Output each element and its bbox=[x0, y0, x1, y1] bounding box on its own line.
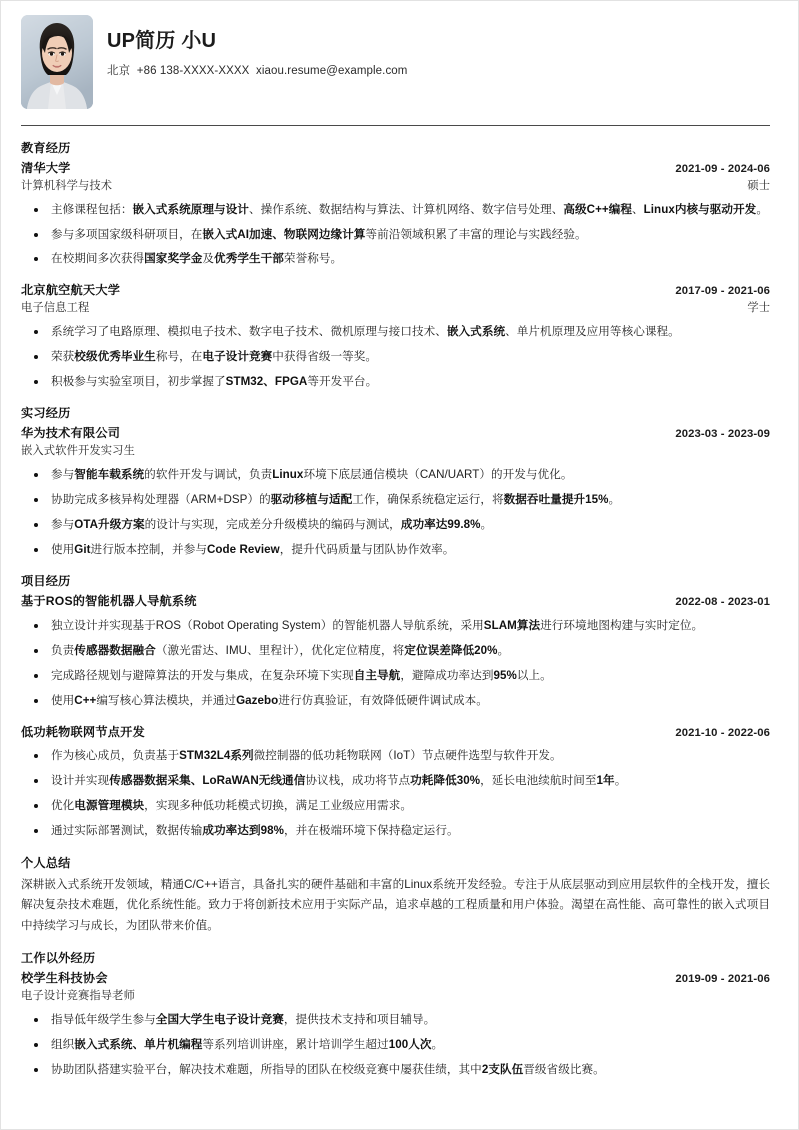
bullet-text: 。 bbox=[480, 517, 493, 531]
entry-subtitle-row bbox=[21, 988, 770, 1005]
bullet-item bbox=[21, 466, 770, 485]
bullet-text-emphasis: 国家奖学金 bbox=[144, 252, 203, 266]
bullet-text-emphasis: 驱动移植与适配 bbox=[270, 493, 353, 507]
bullet-item bbox=[21, 516, 770, 535]
bullet-text: 使用 bbox=[51, 542, 75, 556]
bullet-text-emphasis: 传感器数据融合 bbox=[74, 644, 156, 658]
bullet-text-emphasis: Linux bbox=[272, 468, 304, 482]
date-range: 2021-09 - 2024-06 bbox=[675, 163, 770, 175]
bullet-item bbox=[21, 747, 770, 766]
bullet-text: 参与 bbox=[51, 468, 75, 482]
bullet-list bbox=[21, 201, 770, 269]
date-range: 2019-09 - 2021-06 bbox=[675, 973, 770, 986]
entry-header-row bbox=[21, 969, 770, 988]
bullet-text: 。 bbox=[497, 644, 510, 658]
bullet-text: 微控制器的低功耗物联网（IoT）节点硬件选型与软件开发。 bbox=[253, 749, 562, 763]
bullet-text-emphasis: 自主导航 bbox=[353, 668, 401, 682]
bullet-item bbox=[21, 642, 770, 661]
bullet-text: 称号，在 bbox=[155, 349, 203, 363]
bullet-text: 使用 bbox=[51, 693, 75, 707]
organization-name: 北京航空航天大学 bbox=[21, 283, 121, 298]
bullet-text: 、 bbox=[632, 202, 644, 216]
bullet-text: 的软件开发与调试，负责 bbox=[144, 468, 273, 482]
bullet-text-emphasis: 高级C++编程 bbox=[563, 202, 632, 216]
bullet-text-emphasis: 成功率达到98% bbox=[202, 823, 284, 837]
organization-name: 基于ROS的智能机器人导航系统 bbox=[21, 594, 197, 609]
bullet-item bbox=[21, 541, 770, 560]
bullet-text: 进行仿真验证，有效降低硬件调试成本。 bbox=[278, 693, 488, 707]
bullet-text: 。 bbox=[756, 202, 768, 216]
bullet-text: 设计并实现 bbox=[51, 774, 110, 788]
bullet-text: 等系列培训讲座，累计培训学生超过 bbox=[202, 1038, 389, 1052]
avatar bbox=[21, 15, 93, 109]
bullet-text: 协助完成多核异构处理器（ARM+DSP）的 bbox=[51, 493, 271, 507]
bullet-text: 负责 bbox=[51, 644, 75, 658]
section-title: 教育经历 bbox=[21, 141, 71, 155]
bullet-item bbox=[21, 797, 770, 816]
bullet-text: 优化 bbox=[51, 799, 75, 812]
entry-header-row bbox=[21, 424, 770, 443]
entry-header-row bbox=[21, 723, 770, 742]
bullet-text: 工作，确保系统稳定运行，将 bbox=[352, 493, 504, 507]
bullet-item bbox=[21, 772, 770, 791]
bullet-text-emphasis: 智能车载系统 bbox=[74, 468, 145, 482]
bullet-text: 协助团队搭建实验平台，解决技术难题，所指导的团队在校级竞赛中屡获佳绩，其中 bbox=[51, 1062, 482, 1076]
bullet-list bbox=[21, 617, 770, 710]
bullet-text-emphasis: STM32、FPGA bbox=[225, 374, 308, 388]
bullet-text-emphasis: 2支队伍 bbox=[481, 1062, 524, 1076]
header-divider bbox=[21, 125, 770, 126]
degree-label: 学士 bbox=[747, 302, 770, 315]
bullet-text: 的设计与实现，完成差分升级模块的编码与测试， bbox=[144, 517, 401, 531]
section-title: 项目经历 bbox=[21, 574, 71, 589]
bullet-text: 、单片机原理及应用等核心课程。 bbox=[505, 325, 680, 339]
bullet-text: 协议栈，成功将节点 bbox=[305, 774, 411, 788]
degree-label: 硕士 bbox=[747, 179, 770, 192]
bullet-text-emphasis: 嵌入式系统 bbox=[446, 325, 506, 339]
section-title: 工作以外经历 bbox=[21, 951, 96, 966]
bullet-item bbox=[21, 226, 770, 245]
role-or-major: 计算机科学与技术 bbox=[21, 179, 113, 192]
bullet-text-emphasis: 定位误差降低20% bbox=[404, 644, 498, 658]
date-range: 2017-09 - 2021-06 bbox=[675, 285, 770, 298]
entry-header-row bbox=[21, 592, 770, 611]
bullet-item bbox=[21, 1061, 770, 1080]
bullet-text-emphasis: OTA升级方案 bbox=[74, 517, 145, 531]
bullet-text-emphasis: Code Review bbox=[207, 542, 280, 556]
bullet-text: 参与 bbox=[51, 517, 75, 531]
bullet-text: 等开发平台。 bbox=[307, 374, 378, 388]
bullet-text: ，实现多种低功耗模式切换，满足工业级应用需求。 bbox=[144, 799, 412, 812]
resume-section bbox=[21, 139, 770, 391]
bullet-item bbox=[21, 491, 770, 510]
bullet-text-emphasis: 嵌入式系统、单片机编程 bbox=[74, 1038, 203, 1052]
entry-header-row bbox=[21, 159, 770, 178]
bullet-list bbox=[21, 747, 770, 840]
organization-name: 低功耗物联网节点开发 bbox=[21, 724, 145, 739]
bullet-text: 进行版本控制，并参与 bbox=[90, 542, 207, 556]
bullet-text-emphasis: 嵌入式AI加速、物联网边缘计算 bbox=[202, 227, 366, 241]
bullet-text: 独立设计并实现基于ROS（Robot Operating System）的智能机器人导航系统，采用 bbox=[51, 619, 484, 633]
date-range: 2023-03 - 2023-09 bbox=[675, 428, 770, 441]
bullet-item bbox=[21, 617, 770, 636]
bullet-item bbox=[21, 348, 770, 367]
entry-header-row bbox=[21, 281, 770, 300]
organization-name: 华为技术有限公司 bbox=[21, 426, 121, 441]
experience-entry bbox=[21, 281, 770, 391]
entry-subtitle-row bbox=[21, 178, 770, 195]
bullet-text-emphasis: Git bbox=[74, 542, 91, 556]
bullet-text: ，避障成功率达到 bbox=[400, 668, 494, 682]
entry-subtitle-row bbox=[21, 443, 770, 460]
section-title: 实习经历 bbox=[21, 406, 71, 421]
bullet-text-emphasis: 95% bbox=[493, 668, 517, 682]
bullet-item bbox=[21, 323, 770, 342]
bullet-list bbox=[21, 1011, 770, 1079]
bullet-list bbox=[21, 323, 770, 391]
bullet-text-emphasis: Linux内核与驱动开发 bbox=[643, 202, 757, 216]
resume-sections bbox=[21, 139, 770, 1080]
bullet-text: 荣获 bbox=[51, 349, 75, 363]
entry-subtitle-row bbox=[21, 300, 770, 317]
identity-block bbox=[107, 15, 408, 78]
bullet-text-emphasis: Gazebo bbox=[236, 693, 279, 707]
bullet-text-emphasis: SLAM算法 bbox=[483, 619, 541, 633]
summary-section bbox=[21, 854, 770, 937]
bullet-item bbox=[21, 1011, 770, 1030]
bullet-text: 等前沿领域积累了丰富的理论与实践经验。 bbox=[365, 227, 587, 241]
bullet-text-emphasis: 校级优秀毕业生 bbox=[74, 349, 156, 363]
organization-name: 校学生科技协会 bbox=[21, 971, 108, 986]
bullet-text: 。 bbox=[608, 493, 621, 507]
bullet-text: 指导低年级学生参与 bbox=[51, 1013, 156, 1027]
date-range: 2021-10 - 2022-06 bbox=[675, 726, 770, 739]
organization-name: 清华大学 bbox=[21, 161, 71, 175]
bullet-text: 主修课程包括： bbox=[51, 202, 133, 216]
bullet-text: 。 bbox=[431, 1038, 444, 1052]
bullet-text: 完成路径规划与避障算法的开发与集成，在复杂环境下实现 bbox=[51, 668, 354, 682]
summary-text: 深耕嵌入式系统开发领域，精通C/C++语言，具备扎实的硬件基础和丰富的Linux系统开发经验。专注于从底层驱动到应用层软件的全栈开发，擅长解决复杂技术难题，优化系统性能。致力于将创新技术应用于实际产品，追求卓越的工程质量和用户体验。渴望在高性能、高可靠性的嵌入式项目中持续学习与成长，为团队带来价值。 bbox=[21, 877, 770, 932]
bullet-item bbox=[21, 822, 770, 841]
page-title: UP简历 小U bbox=[107, 30, 217, 52]
bullet-text: ，提升代码质量与团队协作效率。 bbox=[279, 542, 455, 556]
resume-section bbox=[21, 949, 770, 1079]
bullet-text: ，延长电池续航时间至 bbox=[480, 774, 597, 788]
resume-header bbox=[21, 15, 770, 115]
bullet-text: 编写核心算法模块，并通过 bbox=[96, 693, 237, 707]
bullet-text-emphasis: 功耗降低30% bbox=[410, 774, 481, 788]
bullet-text-emphasis: 传感器数据采集、LoRaWAN无线通信 bbox=[109, 774, 306, 788]
bullet-item bbox=[21, 250, 770, 269]
bullet-item bbox=[21, 201, 770, 220]
experience-entry bbox=[21, 424, 770, 559]
bullet-text: 系统学习了电路原理、模拟电子技术、数字电子技术、微机原理与接口技术、 bbox=[51, 325, 447, 339]
bullet-text: 作为核心成员，负责基于 bbox=[51, 749, 180, 763]
role-or-major: 电子设计竞赛指导老师 bbox=[21, 990, 135, 1003]
bullet-text-emphasis: 1年 bbox=[596, 774, 615, 788]
bullet-text-emphasis: 100人次 bbox=[388, 1038, 432, 1052]
resume-section bbox=[21, 572, 770, 840]
bullet-text-emphasis: 数据吞吐量提升15% bbox=[503, 493, 609, 507]
contact-line: 北京 +86 138-XXXX-XXXX xiaou.resume@example.com bbox=[107, 65, 408, 77]
bullet-item bbox=[21, 667, 770, 686]
bullet-text: 以上。 bbox=[516, 668, 552, 682]
bullet-text: 进行环境地图构建与实时定位。 bbox=[540, 619, 704, 633]
date-range: 2022-08 - 2023-01 bbox=[675, 596, 770, 609]
bullet-text-emphasis: 嵌入式系统原理与设计 bbox=[132, 202, 249, 216]
experience-entry bbox=[21, 592, 770, 710]
section-title: 个人总结 bbox=[21, 855, 71, 870]
bullet-text-emphasis: STM32L4系列 bbox=[179, 749, 254, 763]
role-or-major: 嵌入式软件开发实习生 bbox=[21, 445, 135, 458]
bullet-item bbox=[21, 1036, 770, 1055]
bullet-text: ，并在极端环境下保持稳定运行。 bbox=[283, 823, 459, 837]
bullet-text: 晋级省级比赛。 bbox=[523, 1062, 605, 1076]
bullet-text: 中获得省级一等奖。 bbox=[272, 349, 378, 363]
bullet-text: （激光雷达、IMU、里程计），优化定位精度，将 bbox=[155, 644, 405, 658]
resume-section bbox=[21, 404, 770, 559]
bullet-item bbox=[21, 692, 770, 711]
bullet-list bbox=[21, 466, 770, 559]
bullet-text: 环境下底层通信模块（CAN/UART）的开发与优化。 bbox=[303, 468, 573, 482]
bullet-text: ，提供技术支持和项目辅导。 bbox=[283, 1013, 436, 1027]
bullet-text-emphasis: 全国大学生电子设计竞赛 bbox=[155, 1013, 284, 1027]
bullet-text: 积极参与实验室项目，初步掌握了 bbox=[51, 374, 226, 388]
bullet-text-emphasis: 优秀学生干部 bbox=[214, 252, 284, 266]
bullet-text: 。 bbox=[614, 774, 627, 788]
bullet-text: 参与多项国家级科研项目，在 bbox=[51, 227, 203, 241]
bullet-text: 通过实际部署测试，数据传输 bbox=[51, 823, 203, 837]
bullet-text: 在校期间多次获得 bbox=[51, 252, 145, 266]
bullet-text: 荣誉称号。 bbox=[283, 252, 343, 266]
bullet-text: 及 bbox=[202, 252, 215, 266]
experience-entry bbox=[21, 159, 770, 269]
bullet-text-emphasis: C++ bbox=[74, 693, 97, 707]
bullet-text-emphasis: 电子设计竞赛 bbox=[202, 349, 273, 363]
bullet-text: 组织 bbox=[51, 1038, 75, 1052]
role-or-major: 电子信息工程 bbox=[21, 302, 90, 315]
bullet-item bbox=[21, 373, 770, 392]
bullet-text-emphasis: 电源管理模块 bbox=[74, 799, 145, 812]
experience-entry bbox=[21, 723, 770, 841]
experience-entry bbox=[21, 969, 770, 1079]
bullet-text-emphasis: 成功率达99.8% bbox=[400, 517, 481, 531]
bullet-text: 、操作系统、数据结构与算法、计算机网络、数字信号处理、 bbox=[248, 202, 564, 216]
